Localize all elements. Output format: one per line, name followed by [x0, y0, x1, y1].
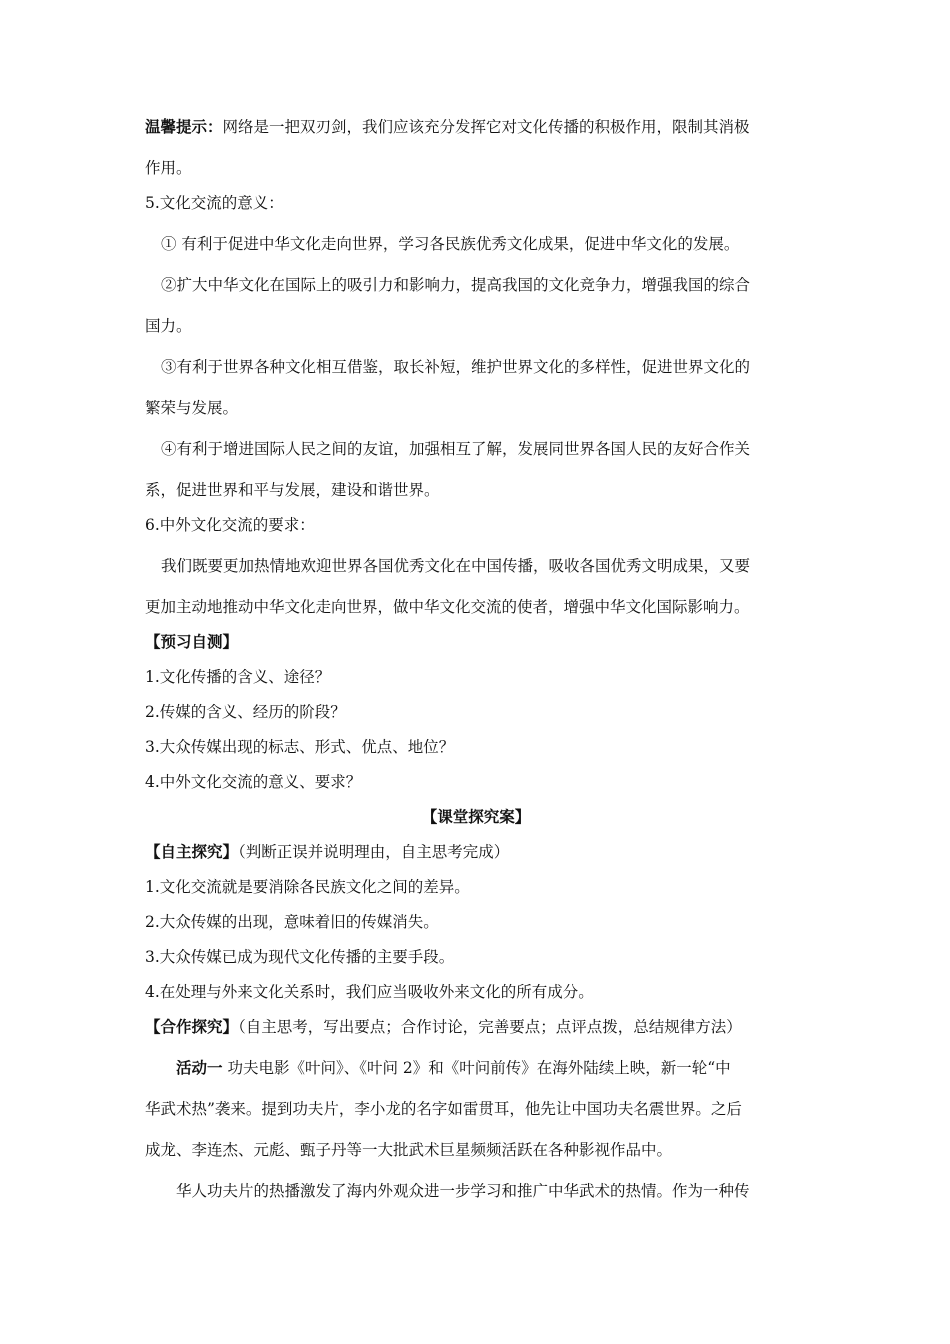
inquiry-title: 【课堂探究案】 [421, 808, 531, 826]
coop-inquiry-heading: 【合作探究】 [145, 1018, 239, 1036]
section-6-para-cont: 更加主动地推动中华文化走向世界，做中华文化交流的使者，增强中华文化国际影响力。 [145, 598, 750, 616]
self-inquiry-item: 1.文化交流就是要消除各民族文化之间的差异。 [145, 878, 470, 896]
section-5-point-1: ① 有利于促进中华文化走向世界，学习各民族优秀文化成果，促进中华文化的发展。 [161, 235, 740, 253]
preview-item: 3.大众传媒出现的标志、形式、优点、地位？ [145, 738, 455, 756]
tip-text: 网络是一把双刃剑，我们应该充分发挥它对文化传播的积极作用，限制其消极 [222, 118, 750, 136]
section-5-point-4: ④有利于增进国际人民之间的友谊，加强相互了解，发展同世界各国人民的友好合作关 [161, 440, 751, 458]
preview-item: 1.文化传播的含义、途径？ [145, 668, 331, 686]
preview-heading: 【预习自测】 [145, 633, 239, 651]
activity-1-line-2: 华武术热”袭来。提到功夫片，李小龙的名字如雷贯耳，他先让中国功夫名震世界。之后 [145, 1100, 742, 1118]
section-5-point-3: ③有利于世界各种文化相互借鉴，取长补短，维护世界文化的多样性，促进世界文化的 [161, 358, 751, 376]
section-5-point-3-cont: 繁荣与发展。 [145, 399, 239, 417]
section-5-point-4-cont: 系，促进世界和平与发展，建设和谐世界。 [145, 481, 440, 499]
section-5-point-2: ②扩大中华文化在国际上的吸引力和影响力，提高我国的文化竞争力，增强我国的综合 [161, 276, 751, 294]
activity-1-text: 功夫电影《叶问》、《叶问 2》和《叶问前传》在海外陆续上映，新一轮“中 [222, 1059, 731, 1077]
activity-1-line-3: 成龙、李连杰、元彪、甄子丹等一大批武术巨星频频活跃在各种影视作品中。 [145, 1141, 673, 1159]
tip-label: 温馨提示： [145, 118, 223, 136]
self-inquiry-item: 4.在处理与外来文化关系时，我们应当吸收外来文化的所有成分。 [145, 983, 594, 1001]
self-inquiry-heading: 【自主探究】 [145, 843, 239, 861]
activity-1-line-1 [145, 1059, 807, 1077]
document-page [145, 118, 807, 1200]
activity-1-label: 活动一 [176, 1059, 223, 1077]
self-inquiry-item: 2.大众传媒的出现，意味着旧的传媒消失。 [145, 913, 439, 931]
self-inquiry-note: （判断正误并说明理由，自主思考完成） [238, 843, 510, 861]
tip-line-2: 作用。 [145, 159, 192, 177]
tip-line-1 [145, 118, 807, 136]
preview-item: 4.中外文化交流的意义、要求？ [145, 773, 362, 791]
self-inquiry-item: 3.大众传媒已成为现代文化传播的主要手段。 [145, 948, 455, 966]
section-5-point-2-cont: 国力。 [145, 317, 192, 335]
section-6-heading: 6.中外文化交流的要求： [145, 516, 315, 534]
self-inquiry-heading-line [145, 843, 807, 861]
coop-inquiry-heading-line [145, 1018, 807, 1036]
preview-item: 2.传媒的含义、经历的阶段？ [145, 703, 346, 721]
section-6-para: 我们既要更加热情地欢迎世界各国优秀文化在中国传播，吸收各国优秀文明成果，又要 [161, 557, 751, 575]
section-5-heading: 5.文化交流的意义： [145, 194, 284, 212]
activity-1-para-2: 华人功夫片的热播激发了海内外观众进一步学习和推广中华武术的热情。作为一种传 [176, 1182, 750, 1200]
coop-inquiry-note: （自主思考，写出要点；合作讨论，完善要点；点评点拨，总结规律方法） [238, 1018, 742, 1036]
